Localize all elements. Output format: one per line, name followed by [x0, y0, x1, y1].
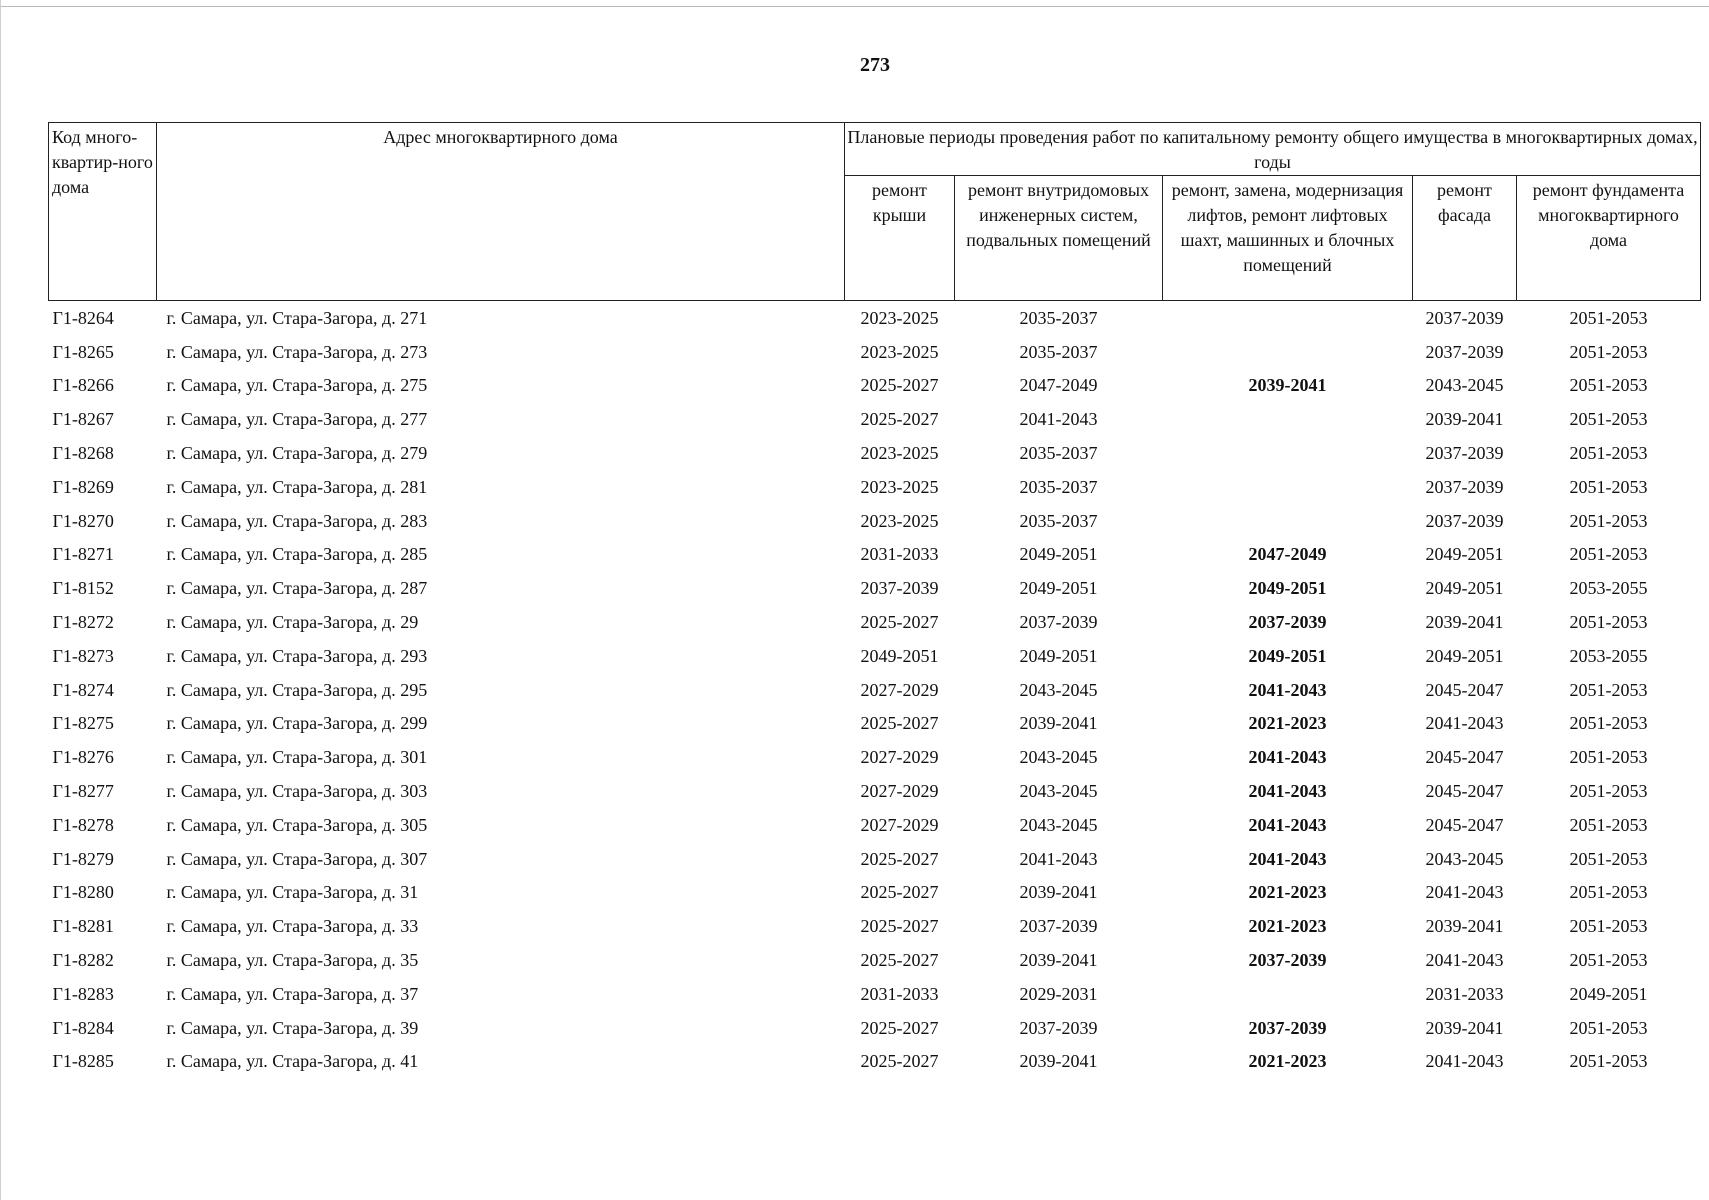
cell-foundation: 2049-2051: [1569, 983, 1648, 1004]
cell-lifts: 2021-2023: [1248, 882, 1327, 903]
cell-roof: 2025-2027: [860, 1017, 939, 1038]
table-row: [49, 808, 1701, 842]
cell-code: Г1-8152: [52, 578, 114, 599]
cell-foundation: 2053-2055: [1569, 578, 1648, 599]
cell-engineering: 2037-2039: [1019, 612, 1098, 633]
cell-address: г. Самара, ул. Стара-Загора, д. 307: [166, 848, 428, 869]
cell-roof: 2025-2027: [860, 612, 939, 633]
cell-address: г. Самара, ул. Стара-Загора, д. 305: [166, 814, 428, 835]
table-body: [49, 301, 1701, 1079]
cell-lifts: 2021-2023: [1248, 916, 1327, 937]
cell-roof: 2031-2033: [860, 544, 939, 565]
table-row: [49, 335, 1701, 369]
cell-code: Г1-8276: [52, 747, 114, 768]
table-row: [49, 470, 1701, 504]
cell-lifts: 2037-2039: [1248, 612, 1327, 633]
cell-lifts: [1163, 470, 1413, 504]
cell-lifts: 2041-2043: [1248, 747, 1327, 768]
cell-facade: 2039-2041: [1425, 409, 1504, 430]
cell-facade: 2041-2043: [1425, 882, 1504, 903]
cell-code: Г1-8275: [52, 713, 114, 734]
cell-roof: 2031-2033: [860, 983, 939, 1004]
cell-facade: 2045-2047: [1425, 781, 1504, 802]
header-address: Адрес многоквартирного дома: [157, 123, 845, 301]
cell-roof: 2049-2051: [860, 645, 939, 666]
header-foundation: ремонт фундамента многоквартирного дома: [1517, 176, 1701, 301]
cell-roof: 2025-2027: [860, 375, 939, 396]
table-row: [49, 571, 1701, 605]
cell-lifts: 2021-2023: [1248, 713, 1327, 734]
header-code: Код много-квартир-ного дома: [49, 123, 157, 301]
cell-engineering: 2029-2031: [1019, 983, 1098, 1004]
cell-facade: 2037-2039: [1425, 341, 1504, 362]
cell-roof: 2025-2027: [860, 1051, 939, 1072]
cell-foundation: 2051-2053: [1569, 510, 1648, 531]
cell-lifts: 2021-2023: [1248, 1051, 1327, 1072]
cell-lifts: [1163, 335, 1413, 369]
cell-engineering: 2041-2043: [1019, 409, 1098, 430]
cell-roof: 2023-2025: [860, 341, 939, 362]
cell-code: Г1-8269: [52, 476, 114, 497]
table-row: [49, 977, 1701, 1011]
cell-code: Г1-8272: [52, 612, 114, 633]
cell-facade: 2037-2039: [1425, 307, 1504, 328]
cell-foundation: 2051-2053: [1569, 916, 1648, 937]
cell-engineering: 2039-2041: [1019, 882, 1098, 903]
cell-code: Г1-8270: [52, 510, 114, 531]
table-row: [49, 1045, 1701, 1079]
cell-engineering: 2039-2041: [1019, 713, 1098, 734]
cell-facade: 2049-2051: [1425, 578, 1504, 599]
cell-roof: 2025-2027: [860, 882, 939, 903]
cell-address: г. Самара, ул. Стара-Загора, д. 301: [166, 747, 428, 768]
cell-code: Г1-8266: [52, 375, 114, 396]
repair-schedule-table: [48, 122, 1701, 1078]
table-row: [49, 740, 1701, 774]
cell-address: г. Самара, ул. Стара-Загора, д. 31: [166, 882, 419, 903]
cell-code: Г1-8279: [52, 848, 114, 869]
cell-address: г. Самара, ул. Стара-Загора, д. 287: [166, 578, 428, 599]
cell-facade: 2045-2047: [1425, 814, 1504, 835]
cell-foundation: 2051-2053: [1569, 544, 1648, 565]
cell-address: г. Самара, ул. Стара-Загора, д. 295: [166, 679, 428, 700]
header-periods: Плановые периоды проведения работ по капитальному ремонту общего имущества в многоквартирных домах, годы: [845, 123, 1701, 176]
cell-engineering: 2049-2051: [1019, 645, 1098, 666]
cell-lifts: 2041-2043: [1248, 679, 1327, 700]
cell-address: г. Самара, ул. Стара-Загора, д. 41: [166, 1051, 419, 1072]
cell-foundation: 2051-2053: [1569, 476, 1648, 497]
cell-facade: 2043-2045: [1425, 375, 1504, 396]
cell-address: г. Самара, ул. Стара-Загора, д. 281: [166, 476, 428, 497]
table-row: [49, 301, 1701, 335]
cell-address: г. Самара, ул. Стара-Загора, д. 293: [166, 645, 428, 666]
cell-address: г. Самара, ул. Стара-Загора, д. 283: [166, 510, 428, 531]
cell-foundation: 2051-2053: [1569, 679, 1648, 700]
cell-foundation: 2051-2053: [1569, 307, 1648, 328]
cell-lifts: 2037-2039: [1248, 1017, 1327, 1038]
cell-roof: 2023-2025: [860, 510, 939, 531]
table-row: [49, 605, 1701, 639]
cell-roof: 2025-2027: [860, 713, 939, 734]
cell-foundation: 2051-2053: [1569, 814, 1648, 835]
cell-facade: 2039-2041: [1425, 1017, 1504, 1038]
cell-facade: 2037-2039: [1425, 476, 1504, 497]
cell-engineering: 2049-2051: [1019, 544, 1098, 565]
cell-roof: 2037-2039: [860, 578, 939, 599]
cell-address: г. Самара, ул. Стара-Загора, д. 277: [166, 409, 428, 430]
cell-foundation: 2051-2053: [1569, 848, 1648, 869]
cell-code: Г1-8285: [52, 1051, 114, 1072]
cell-foundation: 2051-2053: [1569, 950, 1648, 971]
cell-lifts: 2049-2051: [1248, 578, 1327, 599]
cell-facade: 2049-2051: [1425, 645, 1504, 666]
cell-address: г. Самара, ул. Стара-Загора, д. 39: [166, 1017, 419, 1038]
cell-lifts: 2041-2043: [1248, 814, 1327, 835]
cell-foundation: 2051-2053: [1569, 443, 1648, 464]
cell-roof: 2027-2029: [860, 814, 939, 835]
cell-roof: 2023-2025: [860, 476, 939, 497]
cell-roof: 2027-2029: [860, 747, 939, 768]
cell-code: Г1-8280: [52, 882, 114, 903]
cell-foundation: 2051-2053: [1569, 882, 1648, 903]
cell-code: Г1-8268: [52, 443, 114, 464]
cell-facade: 2037-2039: [1425, 510, 1504, 531]
cell-lifts: 2047-2049: [1248, 544, 1327, 565]
cell-code: Г1-8267: [52, 409, 114, 430]
cell-code: Г1-8277: [52, 781, 114, 802]
cell-engineering: 2039-2041: [1019, 950, 1098, 971]
cell-engineering: 2039-2041: [1019, 1051, 1098, 1072]
cell-address: г. Самара, ул. Стара-Загора, д. 37: [166, 983, 419, 1004]
cell-lifts: [1163, 436, 1413, 470]
header-facade: ремонт фасада: [1413, 176, 1517, 301]
table-row: [49, 876, 1701, 910]
cell-foundation: 2051-2053: [1569, 713, 1648, 734]
cell-address: г. Самара, ул. Стара-Загора, д. 275: [166, 375, 428, 396]
cell-facade: 2041-2043: [1425, 950, 1504, 971]
cell-engineering: 2043-2045: [1019, 781, 1098, 802]
cell-engineering: 2035-2037: [1019, 443, 1098, 464]
table-row: [49, 436, 1701, 470]
table-row: [49, 774, 1701, 808]
cell-lifts: 2041-2043: [1248, 848, 1327, 869]
header-lifts: ремонт, замена, модернизация лифтов, ремонт лифтовых шахт, машинных и блочных помещений: [1163, 176, 1413, 301]
header-engineering: ремонт внутридомовых инженерных систем, подвальных помещений: [955, 176, 1163, 301]
table-row: [49, 369, 1701, 403]
cell-facade: 2049-2051: [1425, 544, 1504, 565]
cell-foundation: 2051-2053: [1569, 1051, 1648, 1072]
cell-lifts: 2039-2041: [1248, 375, 1327, 396]
header-roof: ремонт крыши: [845, 176, 955, 301]
table-row: [49, 402, 1701, 436]
cell-roof: 2025-2027: [860, 916, 939, 937]
cell-code: Г1-8274: [52, 679, 114, 700]
cell-lifts: [1163, 301, 1413, 335]
cell-code: Г1-8273: [52, 645, 114, 666]
cell-engineering: 2035-2037: [1019, 307, 1098, 328]
cell-foundation: 2051-2053: [1569, 375, 1648, 396]
cell-engineering: 2043-2045: [1019, 747, 1098, 768]
cell-lifts: [1163, 977, 1413, 1011]
cell-code: Г1-8265: [52, 341, 114, 362]
cell-roof: 2027-2029: [860, 679, 939, 700]
cell-code: Г1-8283: [52, 983, 114, 1004]
cell-address: г. Самара, ул. Стара-Загора, д. 279: [166, 443, 428, 464]
cell-facade: 2039-2041: [1425, 916, 1504, 937]
cell-foundation: 2051-2053: [1569, 612, 1648, 633]
table-row: [49, 943, 1701, 977]
table-row: [49, 504, 1701, 538]
cell-code: Г1-8282: [52, 950, 114, 971]
cell-code: Г1-8278: [52, 814, 114, 835]
cell-roof: 2027-2029: [860, 781, 939, 802]
cell-address: г. Самара, ул. Стара-Загора, д. 303: [166, 781, 428, 802]
cell-facade: 2039-2041: [1425, 612, 1504, 633]
cell-address: г. Самара, ул. Стара-Загора, д. 273: [166, 341, 428, 362]
cell-facade: 2045-2047: [1425, 679, 1504, 700]
table-row: [49, 538, 1701, 572]
table-row: [49, 909, 1701, 943]
cell-code: Г1-8264: [52, 307, 114, 328]
cell-address: г. Самара, ул. Стара-Загора, д. 299: [166, 713, 428, 734]
cell-roof: 2023-2025: [860, 443, 939, 464]
page-number: 273: [860, 54, 890, 76]
cell-address: г. Самара, ул. Стара-Загора, д. 285: [166, 544, 428, 565]
cell-engineering: 2047-2049: [1019, 375, 1098, 396]
cell-foundation: 2051-2053: [1569, 781, 1648, 802]
cell-engineering: 2037-2039: [1019, 916, 1098, 937]
cell-engineering: 2035-2037: [1019, 341, 1098, 362]
table-row: [49, 639, 1701, 673]
cell-lifts: [1163, 504, 1413, 538]
cell-code: Г1-8281: [52, 916, 114, 937]
table-row: [49, 1011, 1701, 1045]
cell-roof: 2025-2027: [860, 848, 939, 869]
table-header: [49, 123, 1701, 301]
cell-engineering: 2043-2045: [1019, 814, 1098, 835]
cell-lifts: 2037-2039: [1248, 950, 1327, 971]
cell-roof: 2023-2025: [860, 307, 939, 328]
cell-facade: 2045-2047: [1425, 747, 1504, 768]
cell-roof: 2025-2027: [860, 950, 939, 971]
cell-engineering: 2037-2039: [1019, 1017, 1098, 1038]
table-row: [49, 707, 1701, 741]
cell-facade: 2031-2033: [1425, 983, 1504, 1004]
cell-address: г. Самара, ул. Стара-Загора, д. 33: [166, 916, 419, 937]
cell-foundation: 2051-2053: [1569, 747, 1648, 768]
scan-edge-left: [0, 0, 1, 1200]
cell-engineering: 2049-2051: [1019, 578, 1098, 599]
cell-foundation: 2051-2053: [1569, 409, 1648, 430]
cell-engineering: 2035-2037: [1019, 510, 1098, 531]
cell-address: г. Самара, ул. Стара-Загора, д. 35: [166, 950, 419, 971]
cell-code: Г1-8271: [52, 544, 114, 565]
cell-engineering: 2043-2045: [1019, 679, 1098, 700]
cell-foundation: 2053-2055: [1569, 645, 1648, 666]
cell-lifts: 2041-2043: [1248, 781, 1327, 802]
cell-facade: 2041-2043: [1425, 713, 1504, 734]
cell-lifts: [1163, 402, 1413, 436]
cell-engineering: 2041-2043: [1019, 848, 1098, 869]
cell-facade: 2043-2045: [1425, 848, 1504, 869]
cell-lifts: 2049-2051: [1248, 645, 1327, 666]
cell-address: г. Самара, ул. Стара-Загора, д. 271: [166, 307, 428, 328]
cell-facade: 2041-2043: [1425, 1051, 1504, 1072]
table-row: [49, 842, 1701, 876]
cell-address: г. Самара, ул. Стара-Загора, д. 29: [166, 612, 419, 633]
scan-edge-top: [0, 6, 1709, 7]
cell-foundation: 2051-2053: [1569, 341, 1648, 362]
cell-facade: 2037-2039: [1425, 443, 1504, 464]
cell-roof: 2025-2027: [860, 409, 939, 430]
cell-engineering: 2035-2037: [1019, 476, 1098, 497]
table-row: [49, 673, 1701, 707]
cell-code: Г1-8284: [52, 1017, 114, 1038]
cell-foundation: 2051-2053: [1569, 1017, 1648, 1038]
